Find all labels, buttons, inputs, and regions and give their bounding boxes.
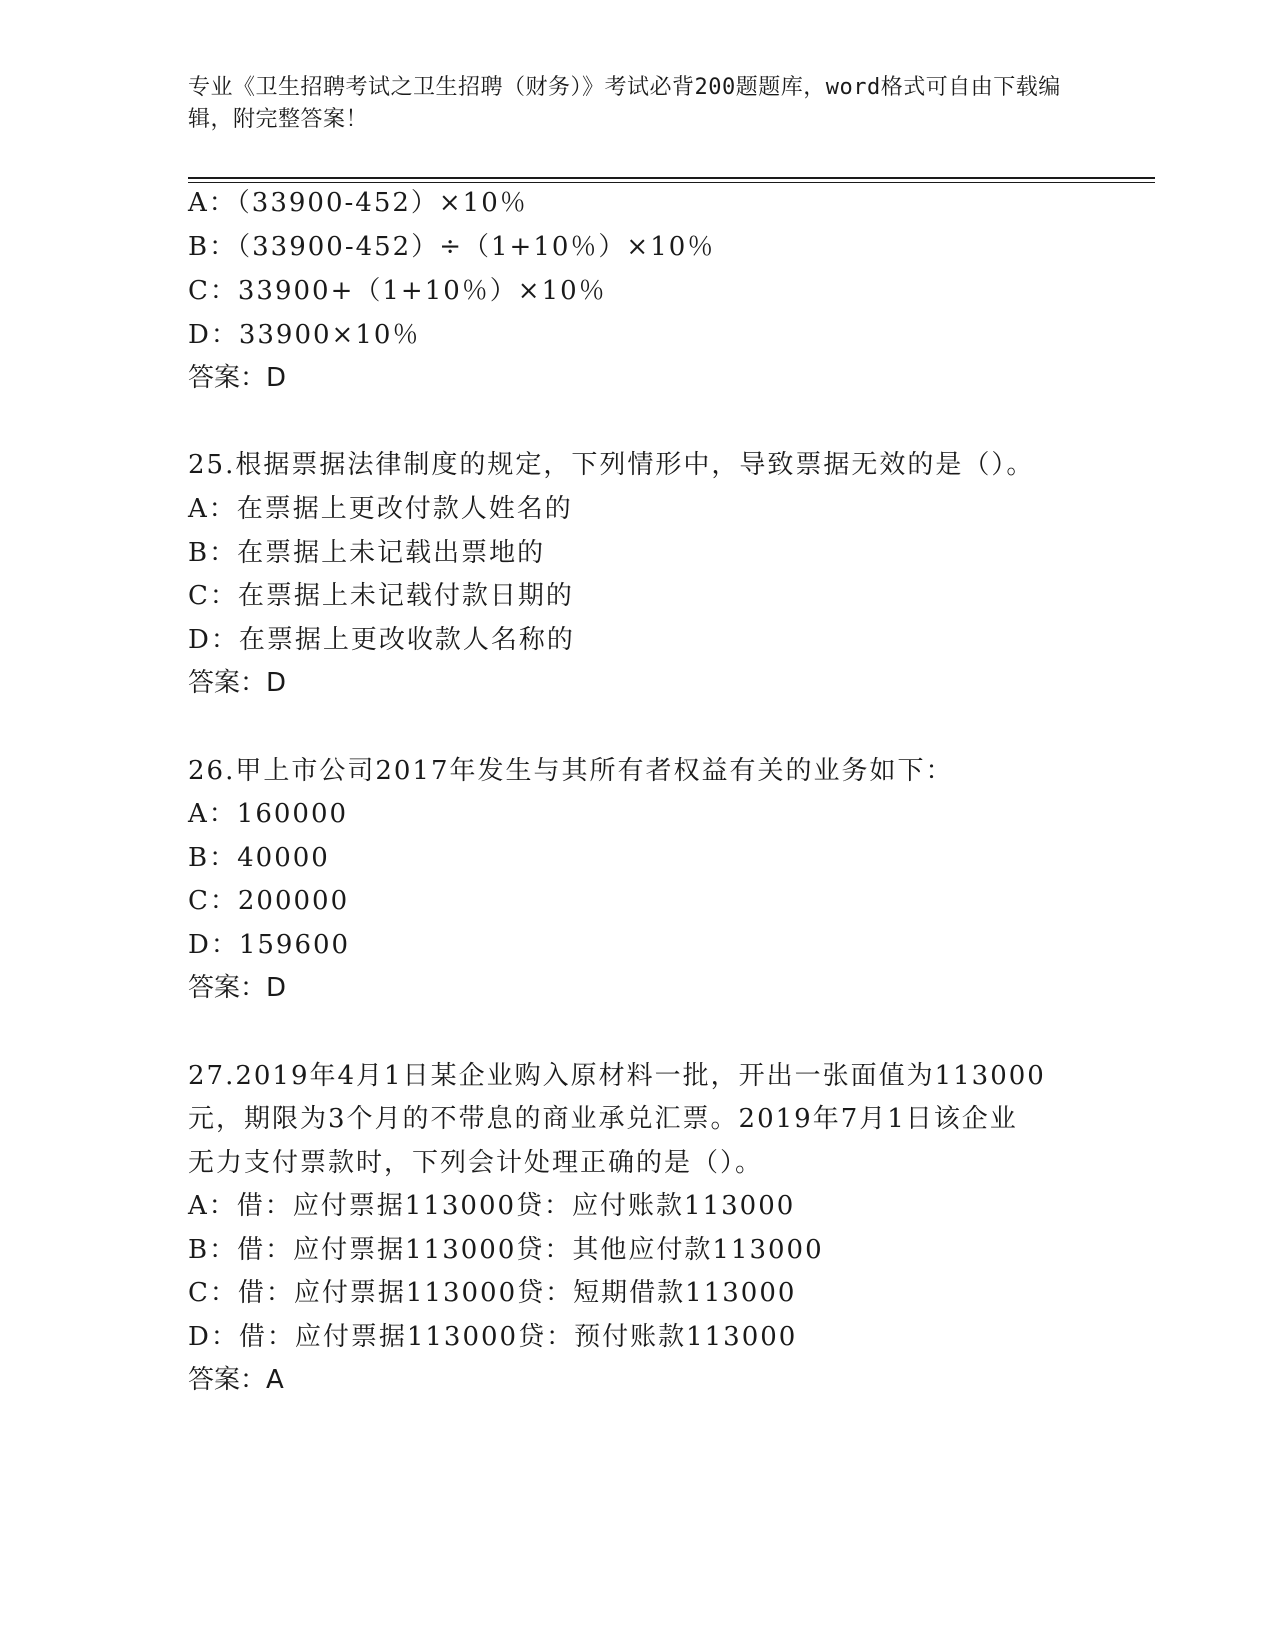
q27-question-line-3: 无力支付票款时，下列会计处理正确的是（）。 [188, 1148, 764, 1178]
q25-option-d: D：在票据上更改收款人名称的 [188, 625, 575, 655]
q26-option-c: C：200000 [188, 886, 350, 916]
q26-answer: 答案：D [188, 973, 287, 1003]
header-divider-thick [188, 177, 1155, 179]
q27-question-line-2: 元，期限为3个月的不带息的商业承兑汇票。2019年7月1日该企业 [188, 1104, 1018, 1134]
q24-option-c: C：33900+（1+10％）×10％ [188, 276, 607, 306]
q25-question: 25.根据票据法律制度的规定，下列情形中，导致票据无效的是（）。 [188, 450, 1035, 480]
q24-option-b: B：（33900-452）÷（1+10％）×10％ [188, 232, 716, 262]
q25-option-c: C：在票据上未记载付款日期的 [188, 581, 574, 611]
q26-question: 26.甲上市公司2017年发生与其所有者权益有关的业务如下： [188, 756, 954, 786]
q27-option-b: B：借：应付票据113000贷：其他应付款113000 [188, 1235, 824, 1265]
q25-option-b: B：在票据上未记载出票地的 [188, 538, 546, 568]
q25-option-a: A：在票据上更改付款人姓名的 [188, 494, 573, 524]
document-header: 专业《卫生招聘考试之卫生招聘（财务）》考试必背200题题库，word格式可自由下载编辑，附完整答案！ [188, 75, 1061, 132]
q27-option-d: D：借：应付票据113000贷：预付账款113000 [188, 1322, 798, 1352]
q26-option-a: A：160000 [188, 799, 349, 829]
header-divider-thin [188, 182, 1155, 183]
q24-option-d: D：33900×10％ [188, 320, 421, 350]
q24-answer: 答案：D [188, 363, 287, 393]
q25-answer: 答案：D [188, 668, 287, 698]
q26-option-b: B：40000 [188, 843, 330, 873]
q27-option-a: A：借：应付票据113000贷：应付账款113000 [188, 1191, 796, 1221]
q26-option-d: D：159600 [188, 930, 351, 960]
q27-answer: 答案：A [188, 1365, 284, 1395]
q24-option-a: A：（33900-452）×10％ [188, 188, 528, 218]
q27-option-c: C：借：应付票据113000贷：短期借款113000 [188, 1278, 797, 1308]
q27-question-line-1: 27.2019年4月1日某企业购入原材料一批，开出一张面值为113000 [188, 1061, 1046, 1091]
